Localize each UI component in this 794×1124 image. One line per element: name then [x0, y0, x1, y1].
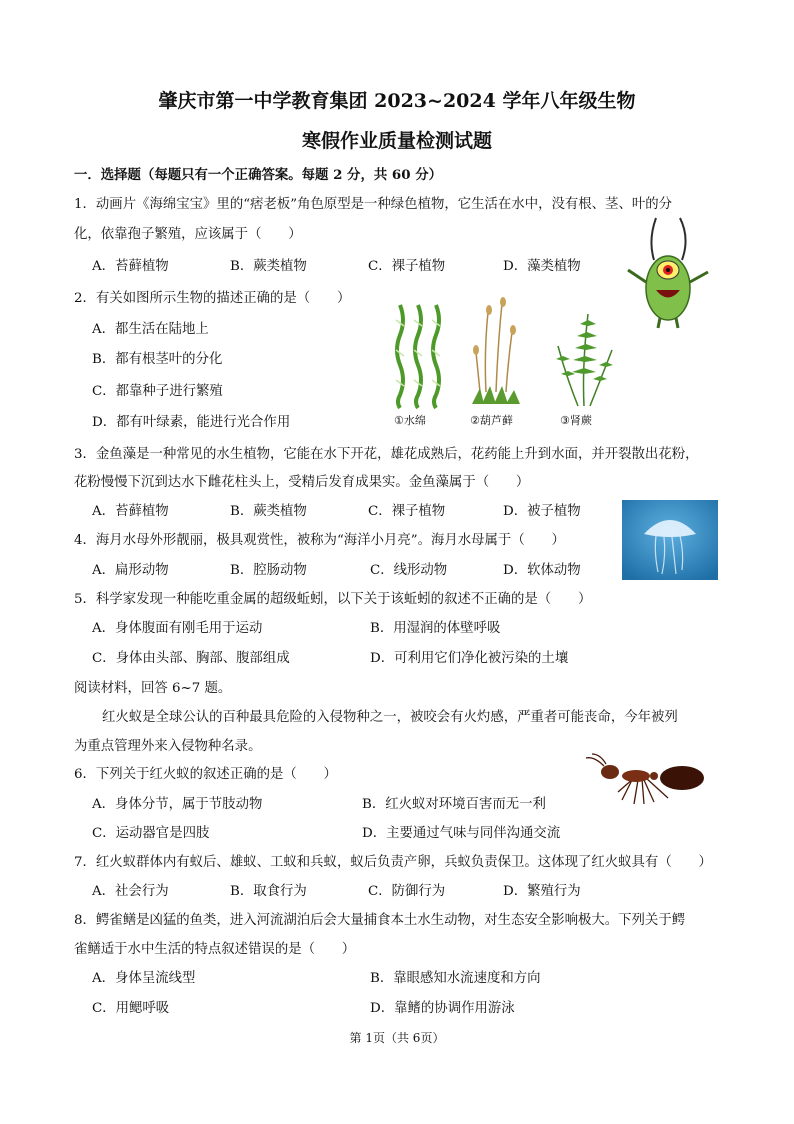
q7-option-a: A．社会行为 [92, 884, 169, 899]
q8-option-b: B．靠眼感知水流速度和方向 [370, 971, 541, 986]
q7-option-d: D．繁殖行为 [503, 884, 581, 899]
q8-line2: 雀鳝适于水中生活的特点叙述错误的是（ ） [74, 942, 356, 957]
red-fire-ant-image [584, 752, 716, 808]
q1-option-a: A．苔藓植物 [92, 259, 169, 274]
q5-option-a: A．身体腹面有刚毛用于运动 [92, 621, 263, 636]
funaria-moss-image [468, 292, 524, 410]
q6-option-b: B．红火蚁对环境百害而无一利 [362, 797, 546, 812]
q4-option-d: D．软体动物 [503, 563, 581, 578]
q3-option-b: B．蕨类植物 [230, 504, 307, 519]
q8-line1: 8．鳄雀鳝是凶猛的鱼类，进入河流湖泊后会大量捕食本土水生动物，对生态安全影响极大。下列关于鳄 [74, 913, 686, 928]
q1-option-b: B．蕨类植物 [230, 259, 307, 274]
q2-option-c: C．都靠种子进行繁殖 [92, 384, 223, 399]
q5-option-b: B．用湿润的体壁呼吸 [370, 621, 501, 636]
q2-option-d: D．都有叶绿素，能进行光合作用 [92, 415, 291, 430]
q3-option-d: D．被子植物 [503, 504, 581, 519]
q5-option-c: C．身体由头部、胸部、腹部组成 [92, 651, 290, 666]
q4-stem: 4．海月水母外形靓丽，极具观赏性，被称为“海洋小月亮”。海月水母属于（ ） [74, 533, 565, 548]
q7-option-b: B．取食行为 [230, 884, 307, 899]
jellyfish-image [622, 500, 718, 580]
spirogyra-image [390, 300, 450, 410]
q2-stem: 2．有关如图所示生物的描述正确的是（ ） [74, 291, 351, 306]
q6-stem: 6．下列关于红火蚁的叙述正确的是（ ） [74, 767, 337, 782]
q8-option-d: D．靠鳍的协调作用游泳 [370, 1001, 515, 1016]
q2-option-a: A．都生活在陆地上 [92, 322, 209, 337]
q2-option-b: B．都有根茎叶的分化 [92, 352, 223, 367]
q1-line2: 化，依靠孢子繁殖，应该属于（ ） [74, 227, 302, 242]
q8-option-a: A．身体呈流线型 [92, 971, 196, 986]
plankton-character-image [618, 210, 718, 330]
q1-line1: 1．动画片《海绵宝宝》里的“痞老板”角色原型是一种绿色植物，它生活在水中，没有根、茎、叶的分 [74, 197, 673, 212]
nephrolepis-fern-image [548, 306, 620, 410]
page-footer: 第 1页（共 6页） [349, 1031, 445, 1045]
q4-option-c: C．线形动物 [370, 563, 448, 578]
reading-intro: 阅读材料，回答 6~7 题。 [74, 681, 232, 696]
q6-option-d: D．主要通过气味与同伴沟通交流 [362, 826, 561, 841]
section-heading: 一．选择题（每题只有一个正确答案。每题 2 分，共 60 分） [74, 167, 442, 183]
q7-option-c: C．防御行为 [368, 884, 446, 899]
q5-option-d: D．可利用它们净化被污染的土壤 [370, 651, 569, 666]
q4-option-b: B．腔肠动物 [230, 563, 307, 578]
q7-stem: 7．红火蚁群体内有蚁后、雄蚁、工蚁和兵蚁，蚁后负责产卵，兵蚁负责保卫。这体现了红火蚁具有（ ） [74, 855, 712, 870]
caption-spirogyra: ①水绵 [394, 414, 426, 427]
exam-subtitle: 寒假作业质量检测试题 [301, 130, 492, 152]
reading-para-line2: 为重点管理外来入侵物种名录。 [74, 739, 262, 754]
q8-option-c: C．用鳃呼吸 [92, 1001, 170, 1016]
caption-funaria: ②葫芦藓 [470, 414, 513, 427]
q1-option-d: D．藻类植物 [503, 259, 581, 274]
q6-option-a: A．身体分节，属于节肢动物 [92, 797, 263, 812]
q3-line1: 3．金鱼藻是一种常见的水生植物，它能在水下开花，雄花成熟后，花药能上升到水面，并开裂散出花粉， [74, 447, 699, 462]
q5-stem: 5．科学家发现一种能吃重金属的超级蚯蚓，以下关于该蚯蚓的叙述不正确的是（ ） [74, 592, 592, 607]
q4-option-a: A．扁形动物 [92, 563, 169, 578]
q3-option-c: C．裸子植物 [368, 504, 446, 519]
q3-option-a: A．苔藓植物 [92, 504, 169, 519]
exam-title: 肇庆市第一中学教育集团 2023~2024 学年八年级生物 [158, 90, 636, 112]
q6-option-c: C．运动器官是四肢 [92, 826, 210, 841]
q1-option-c: C．裸子植物 [368, 259, 446, 274]
caption-nephrolepis: ③肾蕨 [560, 414, 592, 427]
reading-para-line1: 红火蚁是全球公认的百种最具危险的入侵物种之一，被咬会有火灼感，严重者可能丧命，今年被列 [102, 710, 678, 725]
q3-line2: 花粉慢慢下沉到达水下雌花柱头上，受精后发育成果实。金鱼藻属于（ ） [74, 475, 530, 490]
